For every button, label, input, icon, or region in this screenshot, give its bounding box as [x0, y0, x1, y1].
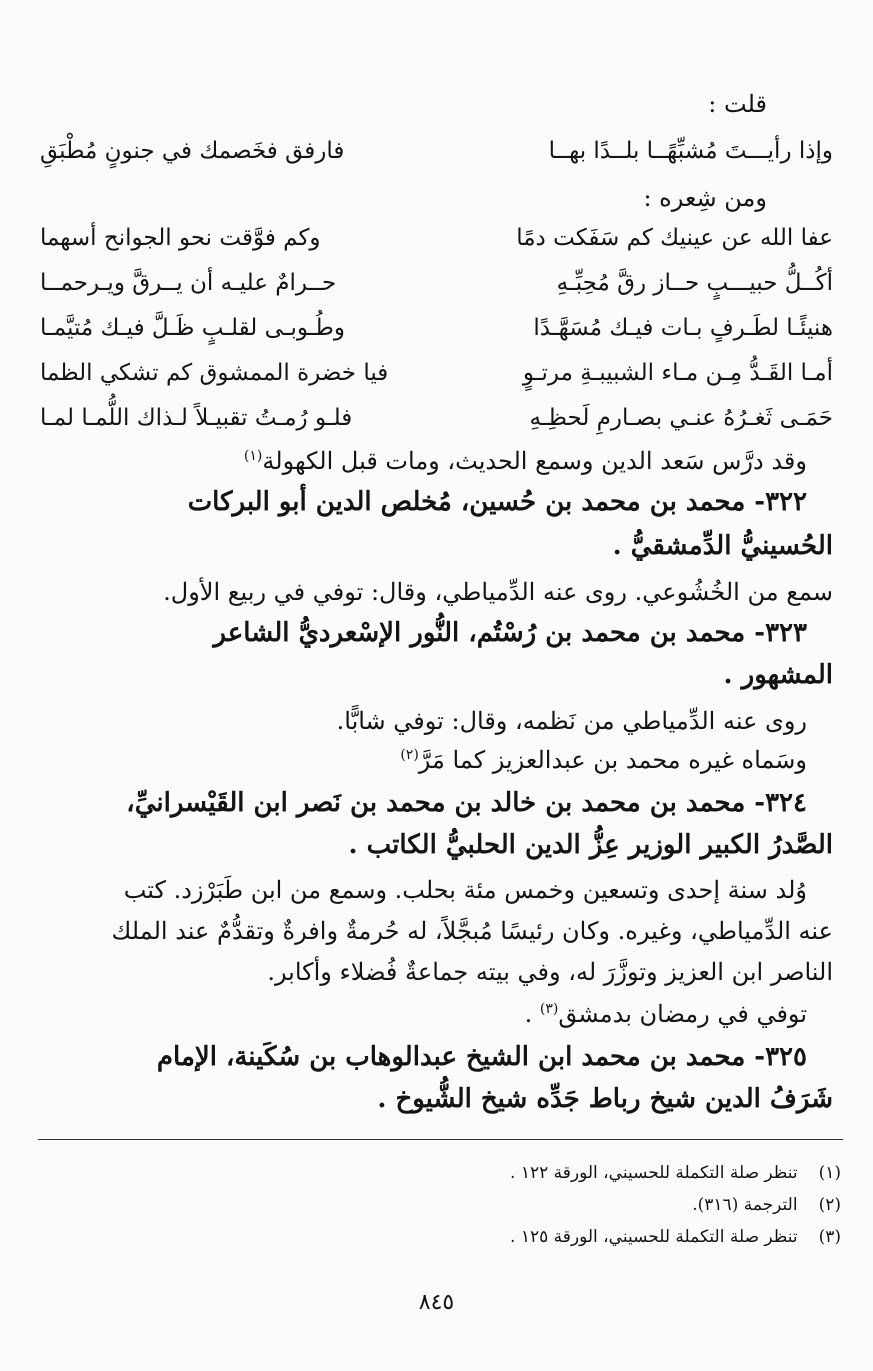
- footnote-ref-3: (٣): [539, 1001, 559, 1017]
- footnote-2-number: (٢): [818, 1195, 841, 1215]
- poem-line-1-right: عفا الله عن عينيك كم سَفَكت دمًا: [516, 225, 833, 251]
- poem-line-4-right: أمـا القَـدُّ مِـن مـاء الشبيبـةِ مرتـوٍ: [522, 360, 833, 386]
- poem-line-3-left: وطُـوبـى لقلـبٍ ظَـلَّ فيـك مُتيَّمـا: [40, 315, 345, 341]
- footnote-separator: [38, 1139, 843, 1140]
- entry-324-text-4-body: توفي في رمضان بدمشق: [558, 1000, 807, 1028]
- footnote-ref-1: (١): [243, 448, 263, 464]
- poem-intro: ومن شِعره :: [643, 184, 767, 212]
- entry-322-text: سمع من الخُشُوعي. روى عنه الدِّمياطي، وقال: توفي في ربيع الأول.: [163, 578, 833, 606]
- entry-323-text-2: [400, 746, 807, 774]
- footnote-1: [510, 1163, 841, 1183]
- entry-324-text-1: وُلد سنة إحدى وتسعين وخمس مئة بحلب. وسمع من ابن طَبَرْزد. كتب: [123, 876, 807, 904]
- poem-line-2-right: أكُــلُّ حبيـــبٍ حــاز رقَّ مُحِبِّـهِ: [556, 270, 833, 296]
- entry-325-title-line-2: شَرَفُ الدين شيخ رباط جَدِّه شيخ الشُّيوخ .: [377, 1084, 833, 1114]
- footnote-2: [692, 1195, 841, 1215]
- entry-323-title-line-2: المشهور .: [723, 660, 833, 690]
- poem-line-1-left: وكم فوَّقت نحو الجوانح أسهما: [40, 225, 321, 251]
- death-note-text: وقد درَّس سَعد الدين وسمع الحديث، ومات قبل الكهولة: [262, 447, 807, 475]
- entry-322-title-line-1: ٣٢٢- محمد بن محمد بن حُسين، مُخلص الدين أبو البركات: [187, 487, 807, 517]
- entry-325-title-line-1: ٣٢٥- محمد بن محمد ابن الشيخ عبدالوهاب بن سُكَينة، الإمام: [156, 1042, 807, 1072]
- entry-323-title-line-1: ٣٢٣- محمد بن محمد بن رُسْتُم، النُّور الإسْعرديُّ الشاعر: [213, 618, 807, 648]
- footnote-3: [510, 1227, 841, 1247]
- entry-324-text-2: عنه الدِّمياطي، وغيره. وكان رئيسًا مُبجَّلاً، له حُرمةٌ وافرةٌ وتقدُّمٌ عند الملك: [111, 917, 833, 945]
- poem-line-2-left: حــرامٌ عليـه أن يــرقَّ ويـرحمــا: [40, 270, 337, 296]
- entry-324-text-4: توفي في رمضان بدمشق$^{(٣)}$ .: [524, 1000, 807, 1028]
- footnote-3-number: (٣): [818, 1227, 841, 1247]
- poem-line-4-left: فيا خضرة الممشوق كم تشكي الظما: [40, 360, 389, 386]
- footnote-3-text: تنظر صلة التكملة للحسيني، الورقة ١٢٥ .: [510, 1227, 798, 1247]
- verse-1-right: وإذا رأيـــتَ مُشبِّهًــا بلــدًا بهــا: [548, 138, 833, 164]
- poem-line-5-left: فلـو رُمـتُ تقبيـلاً لـذاك اللُّمـا لمـا: [40, 405, 353, 431]
- death-note: [244, 447, 807, 475]
- verse-1-left: فارفق فخَصمك في جنونٍ مُطْبَقِ: [40, 138, 345, 164]
- poem-line-3-right: هنيئًـا لطَـرفٍ بـات فيـك مُسَهَّـدًا: [533, 315, 833, 341]
- entry-324-text-3: الناصر ابن العزيز وتوزَّرَ له، وفي بيته جماعةٌ فُضلاء وأكابر.: [267, 958, 833, 986]
- footnote-2-text: الترجمة (٣١٦).: [692, 1195, 798, 1215]
- entry-323-text-2-body: وسَماه غيره محمد بن عبدالعزيز كما مَرَّ: [418, 746, 807, 774]
- footnote-1-number: (١): [818, 1163, 841, 1183]
- footnote-ref-2: (٢): [400, 747, 419, 763]
- page-number: ٨٤٥: [418, 1290, 455, 1315]
- entry-323-text-1: روى عنه الدِّمياطي من نَظمه، وقال: توفي شابًّا.: [336, 707, 807, 735]
- entry-324-title-line-2: الصَّدرُ الكبير الوزير عِزُّ الدين الحلبيُّ الكاتب .: [348, 830, 833, 860]
- entry-324-title-line-1: ٣٢٤- محمد بن محمد بن خالد بن محمد بن نَصر ابن القَيْسرانيِّ،: [126, 788, 807, 818]
- entry-322-title-line-2: الحُسينيُّ الدِّمشقيُّ .: [612, 531, 833, 561]
- intro-label: قلت :: [708, 90, 767, 118]
- footnote-1-text: تنظر صلة التكملة للحسيني، الورقة ١٢٢ .: [510, 1163, 798, 1183]
- poem-line-5-right: حَمَـى ثَغـرُهُ عنـي بصـارمِ لَحظِـهِ: [529, 405, 833, 431]
